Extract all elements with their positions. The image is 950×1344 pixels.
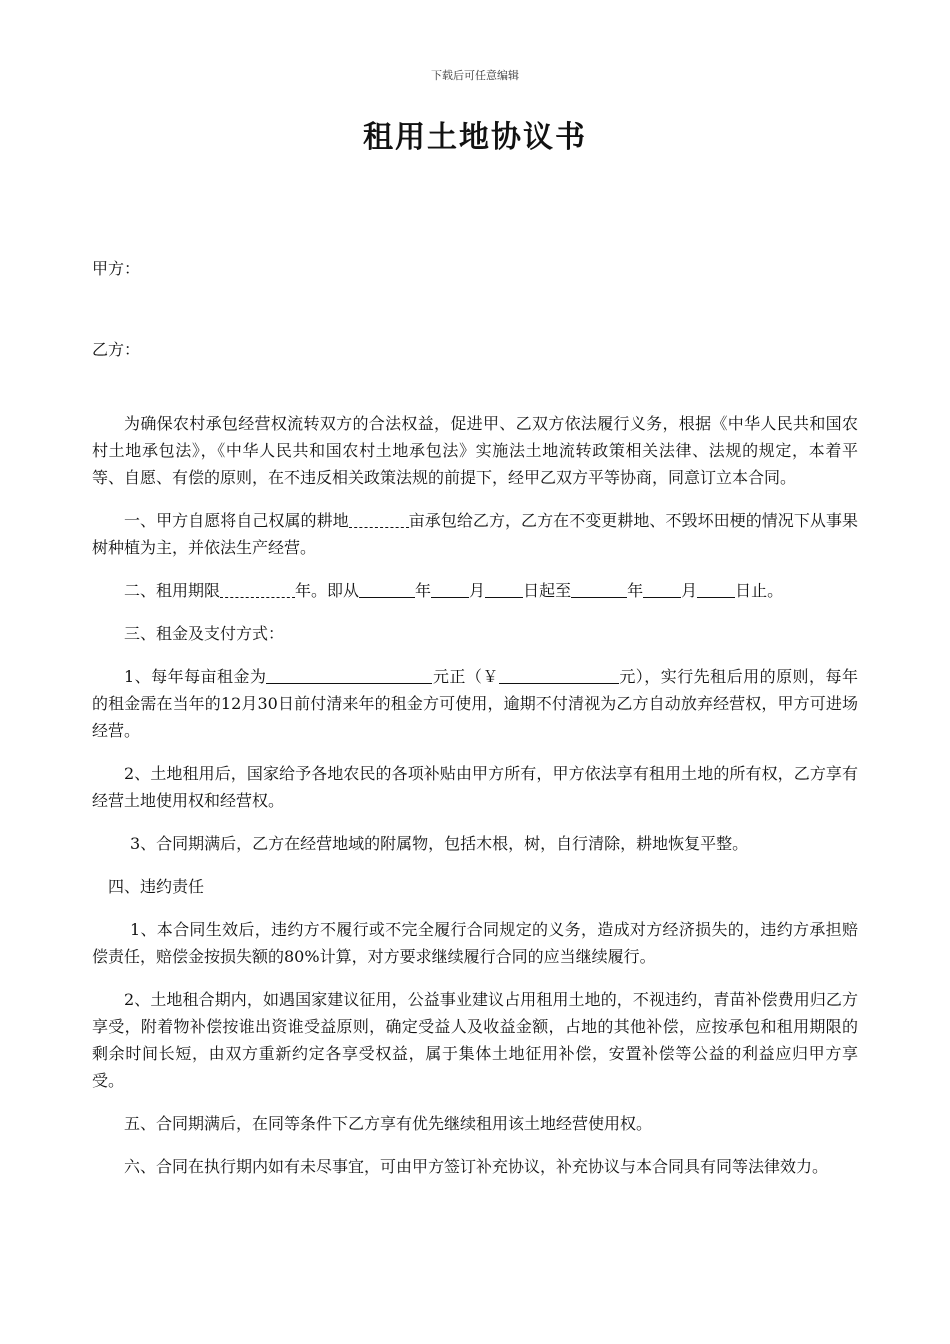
end-year-blank[interactable] — [571, 579, 627, 598]
clause-3-1-text-c: 元），实行先租后用的原则，每年的租金需在当年的12月30日前付清来年的租金方可使用，逾期不付清视为乙方自动放弃经营权，甲方可进场经营。 — [92, 667, 858, 740]
end-day-blank[interactable] — [697, 579, 735, 598]
clause-3-1-text-a: 1、每年每亩租金为 — [124, 667, 267, 686]
clause-2-text-g: 月 — [681, 581, 698, 600]
intro-paragraph: 为确保农村承包经营权流转双方的合法权益，促进甲、乙双方依法履行义务，根据《中华人民共和国农村土地承包法》，《中华人民共和国农村土地承包法》实施法土地流转政策相关法律、法规的规定，本着平等、自愿、有偿的原则，在不违反相关政策法规的前提下，经甲乙双方平等协商，同意订立本合同。 — [92, 414, 858, 487]
clause-1 — [92, 507, 858, 561]
clause-6: 六、合同在执行期内如有未尽事宜，可由甲方签订补充协议，补充协议与本合同具有同等法律效力。 — [124, 1157, 829, 1176]
clause-2-text-b: 年。即从 — [295, 581, 360, 600]
start-year-blank[interactable] — [359, 579, 415, 598]
rent-yuan-blank[interactable] — [499, 665, 619, 684]
start-month-blank[interactable] — [431, 579, 469, 598]
clause-3-1 — [92, 663, 858, 744]
contract-body — [92, 410, 858, 1196]
party-b-label: 乙方： — [92, 340, 141, 359]
clause-2-text-c: 年 — [415, 581, 432, 600]
clause-2-text-a: 二、租用期限 — [124, 581, 221, 600]
clause-3-heading: 三、租金及支付方式： — [124, 624, 285, 643]
party-a-label: 甲方： — [92, 259, 141, 278]
clause-2-text-f: 年 — [627, 581, 644, 600]
clause-4-2: 2、土地租合期内，如遇国家建议征用，公益事业建议占用租用土地的，不视违约，青苗补偿费用归乙方享受，附着物补偿按谁出资谁受益原则，确定受益人及收益金额，占地的其他补偿，应按承包和租用期限的剩余时间长短，由双方重新约定各享受权益，属于集体土地征用补偿，安置补偿等公益的利益应归甲方享受。 — [92, 990, 858, 1090]
clause-2 — [92, 577, 858, 604]
header-note: 下载后可任意编辑 — [431, 69, 519, 82]
clause-1-text-a: 一、甲方自愿将自己权属的耕地 — [124, 511, 349, 530]
clause-2-text-e: 日起至 — [523, 581, 572, 600]
clause-2-text-d: 月 — [469, 581, 486, 600]
clause-4-1: 1、本合同生效后，违约方不履行或不完全履行合同规定的义务，造成对方经济损失的，违约方承担赔偿责任，赔偿金按损失额的80%计算，对方要求继续履行合同的应当继续履行。 — [92, 920, 858, 966]
clause-2-text-h: 日止。 — [735, 581, 784, 600]
document-title: 租用土地协议书 — [363, 120, 587, 155]
start-day-blank[interactable] — [485, 579, 523, 598]
clause-5: 五、合同期满后，在同等条件下乙方享有优先继续租用该土地经营使用权。 — [124, 1114, 653, 1133]
area-blank[interactable] — [349, 509, 409, 528]
clause-3-1-text-b: 元正（￥ — [432, 667, 499, 686]
clause-1-text-b: 亩承包给乙方，乙方在不变更耕地、不毁坏田梗的情况下从事果树种植为主，并依法生产经营。 — [92, 511, 858, 557]
clause-3-3: 3、合同期满后，乙方在经营地域的附属物，包括木根，树，自行清除，耕地恢复平整。 — [130, 834, 749, 853]
term-years-blank[interactable] — [220, 579, 295, 598]
clause-4-heading: 四、违约责任 — [108, 877, 205, 896]
end-month-blank[interactable] — [643, 579, 681, 598]
rent-amount-blank[interactable] — [266, 665, 432, 684]
clause-3-2: 2、土地租用后，国家给予各地农民的各项补贴由甲方所有，甲方依法享有租用土地的所有权，乙方享有经营土地使用权和经营权。 — [92, 764, 858, 810]
